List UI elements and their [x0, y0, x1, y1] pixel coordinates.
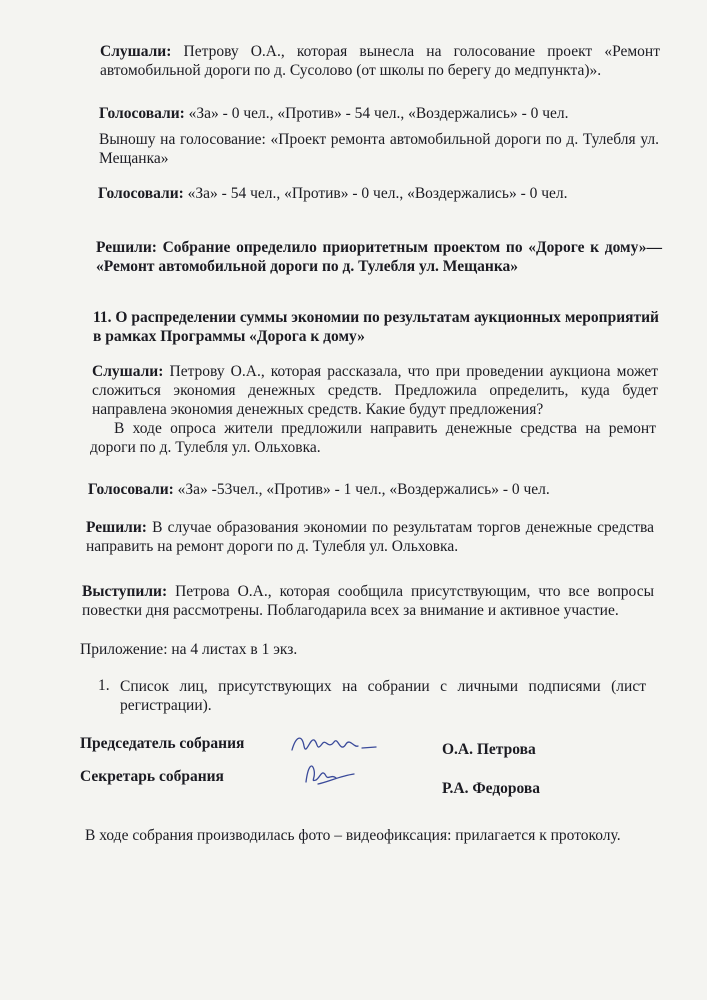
secretary-title: Секретарь собрания — [80, 768, 224, 785]
voted-label: Голосовали: — [88, 481, 174, 498]
voted-label: Голосовали: — [98, 185, 184, 202]
footer-note: В ходе собрания производилась фото – видеофиксация: прилагается к протоколу. — [85, 827, 621, 844]
spoke-text: Петрова О.А., которая сообщила присутствующим, что все вопросы повестки дня рассмотрены. Поблагодарила всех за внимание и активное участие. — [82, 583, 654, 619]
chair-name: О.А. Петрова — [442, 741, 536, 758]
paragraph-residents-proposal: В ходе опроса жители предложили направить денежные средства на ремонт дороги по д. Тулебля ул. Ольховка. — [90, 420, 656, 456]
chair-title: Председатель собрания — [80, 735, 245, 752]
spoke-label: Выступили: — [82, 583, 168, 600]
paragraph-voted-1 — [99, 104, 659, 123]
voted-text: «За» - 0 чел., «Против» - 54 чел., «Воздержались» - 0 чел. — [184, 105, 569, 122]
heard-label: Слушали: — [92, 363, 164, 380]
paragraph-heard-2 — [92, 362, 658, 419]
heard-label: Слушали: — [100, 43, 172, 60]
list-item: Список лиц, присутствующих на собрании с личными подписями (лист регистрации). — [120, 678, 646, 714]
paragraph-voted-3 — [88, 480, 654, 499]
paragraph-decided-1: Решили: Собрание определило приоритетным проектом по «Дороге к дому»— «Ремонт автомобильной дороги по д. Тулебля ул. Мещанка» — [96, 239, 662, 275]
paragraph-put-to-vote: Выношу на голосование: «Проект ремонта автомобильной дороги по д. Тулебля ул. Мещанка» — [99, 131, 659, 167]
paragraph-heard-1 — [100, 42, 660, 80]
secretary-signature — [300, 756, 360, 790]
attachment-note: Приложение: на 4 листах в 1 экз. — [80, 641, 298, 658]
heard-text: Петрову О.А., которая рассказала, что при проведении аукциона может сложиться экономия денежных средств. Предложила определить, куда будет направлена экономия денежных средств. Какие будут предложения? — [92, 363, 658, 418]
decided-text: В случае образования экономии по результатам торгов денежные средства направить на ремонт дороги по д. Тулебля ул. Ольховка. — [86, 519, 654, 555]
paragraph-voted-2 — [98, 184, 658, 203]
secretary-name: Р.А. Федорова — [442, 780, 541, 797]
voted-text: «За» - 54 чел., «Против» - 0 чел., «Воздержались» - 0 чел. — [183, 185, 568, 202]
paragraph-spoke — [82, 582, 654, 620]
list-item-number: 1. — [98, 677, 110, 694]
voted-text: «За» -53чел., «Против» - 1 чел., «Воздержались» - 0 чел. — [173, 481, 550, 498]
decided-label: Решили: — [86, 519, 147, 536]
heard-text: Петрову О.А., которая вынесла на голосование проект «Ремонт автомобильной дороги по д. Сусолово (от школы по берегу до медпункта)». — [100, 43, 660, 79]
paragraph-decided-2 — [86, 518, 654, 556]
section-11-heading: 11. О распределении суммы экономии по результатам аукционных мероприятий в рамках Программы «Дорога к дому» — [93, 309, 659, 345]
voted-label: Голосовали: — [99, 105, 185, 122]
